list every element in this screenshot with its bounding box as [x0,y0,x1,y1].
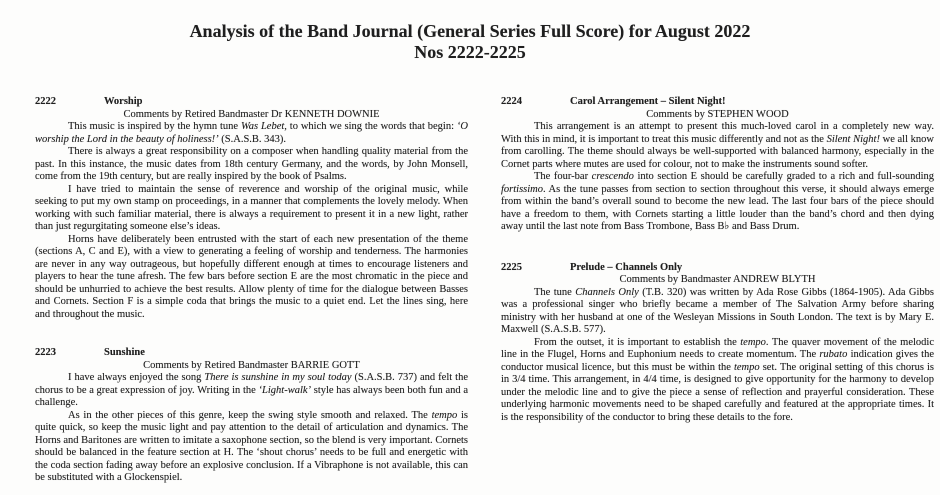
paragraph: There is always a great responsibility on a composer when handling quality material from the past. In this instance, the music dates from 18th century Germany, and the words, by John Monsell, come from the 19th century, but are really inspired by the book of Psalms. [35,146,468,182]
two-column-body [0,96,940,485]
paragraph: As in the other pieces of this genre, keep the swing style smooth and relaxed. The tempo is quite quick, so keep the music light and pay attention to the detail of articulation and dynamics. The Horns and Baritones are written to imitate a saxophone section, so the blend is very important. Cornets should be balanced in the feature section at H. The ‘shout chorus’ needs to be full and energetic with the coda section fading away before an explosive conclusion. If a Vibraphone is not available, this can be substituted with a Glockenspiel. [35,409,468,483]
section-number: 2222 [35,96,56,107]
section-title: Worship [104,96,143,107]
document-title-line1: Analysis of the Band Journal (General Series Full Score) for August 2022 [189,21,751,41]
section-byline: Comments by Retired Bandmaster BARRIE GOTT [143,359,360,371]
paragraph: I have always enjoyed the song There is sunshine in my soul today (S.A.S.B. 737) and felt the chorus to be a great expression of joy. Writing in the ‘Light-walk’ style has always been both fun and a challenge. [35,372,468,408]
section-heading [501,96,934,109]
paragraph: I have tried to maintain the sense of reverence and worship of the original music, while seeking to put my own stamp on proceedings, in a manner that complements the lovely melody. When working with such familiar material, there is always a requirement to present it in a new light, rather than just regurgitating someone else’s ideas. [35,183,468,232]
section-2222-worship [35,96,468,321]
paragraph: This arrangement is an attempt to present this much-loved carol in a completely new way. With this in mind, it is important to treat this music differently and not as the Silent Night! we all know from carolling. The theme should always be well-supported with balanced harmony, especially in the Cornet parts where mutes are used for colour, not to make the instruments sound softer. [501,121,934,170]
section-number: 2225 [501,261,522,273]
document-title [0,21,940,63]
section-heading [35,347,468,360]
section-byline: Comments by Retired Bandmaster Dr KENNETH DOWNIE [123,108,380,120]
section-2224-carol-arrangement [501,96,934,234]
section-number: 2224 [501,96,522,107]
section-heading [35,96,468,109]
right-column [501,96,934,485]
section-2225-prelude [501,262,934,425]
paragraph: The four-bar crescendo into section E should be carefully graded to a rich and full-sounding fortissimo. As the tune passes from section to section throughout this verse, it should always emerge from within the band’s overall sound to become the new lead. The last four bars of the piece should have a freedom to them, with Cornets starting a little louder than the band’s chord and then dying away until the last note from Bass Trombone, Bass B♭ and Bass Drum. [501,171,934,232]
section-title: Sunshine [104,347,145,358]
document-title-line2: Nos 2222-2225 [414,42,526,62]
section-title: Carol Arrangement – Silent Night! [570,96,726,107]
paragraph: From the outset, it is important to establish the tempo. The quaver movement of the melodic line in the Flugel, Horns and Euphonium needs to create momentum. The rubato indication gives the conductor musical licence, but this must be within the tempo set. The original setting of this chorus is in 3/4 time. This arrangement, in 4/4 time, is designed to give opportunity for the harmony to develop under the melodic line and to give the piece a sense of reflection and prayerful consideration. These underlying harmonic movements need to be shaped carefully and featured at the appropriate times. It is the responsibility of the conductor to bring these details to the fore. [501,336,935,423]
paragraph: Horns have deliberately been entrusted with the start of each new presentation of the theme (sections A, C and E), with a view to generating a feeling of worship and tenderness. The harmonies are never in any way outrageous, but hopefully different enough at times to encourage listeners and players to hear the tune afresh. The few bars before section E are the most chromatic in the piece and should be unhurried to achieve the best results. Allow plenty of time for the dialogue between Basses and Cornets. Section F is a simple coda that brings the music to a quiet end. Let the lines sing, here and throughout the music. [35,233,468,320]
section-number: 2223 [35,347,56,358]
section-title: Prelude – Channels Only [570,261,683,273]
section-byline: Comments by Bandmaster ANDREW BLYTH [619,274,816,285]
paragraph: The tune Channels Only (T.B. 320) was written by Ada Rose Gibbs (1864-1905). Ada Gibbs was a professional singer who briefly became a member of The Salvation Army before sharing ministry with her husband at one of the Wesleyan Missions in South London. The text is by Mary E. Maxwell (S.A.S.B. 577). [501,286,935,335]
section-2223-sunshine [35,347,468,485]
section-byline: Comments by STEPHEN WOOD [646,108,789,120]
paragraph: This music is inspired by the hymn tune Was Lebet, to which we sing the words that begin: ‘O worship the Lord in the beauty of holiness!’ (S.A.S.B. 343). [35,121,468,145]
section-heading [501,262,934,275]
left-column [35,96,468,485]
